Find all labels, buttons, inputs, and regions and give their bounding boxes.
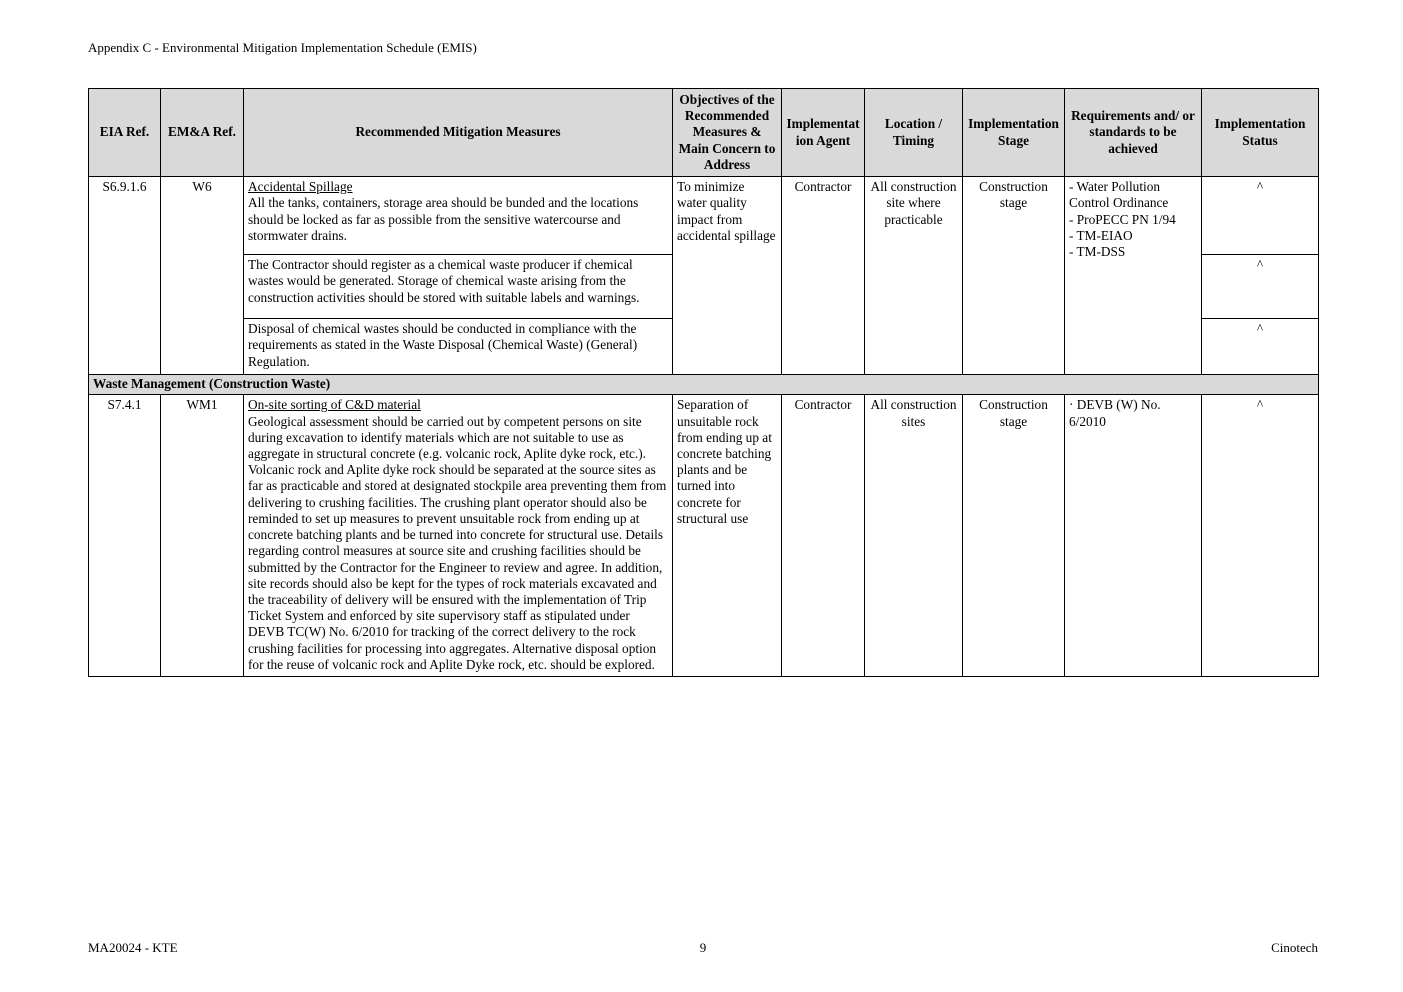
footer-company-name: Cinotech: [1271, 940, 1318, 955]
measure-heading: On-site sorting of C&D material: [248, 397, 421, 413]
measure-text: Geological assessment should be carried out by competent persons on site during excavation to identify materials which are not suitable to use as aggregate in structural concrete (e.g. volcanic rock, Aplite dyke rock, etc.). Volcanic rock and Aplite dyke rock should be separated at the source sites as far as practicable and stored at designated stockpile area preventing them from delivering to crushing facilities. The crushing plant operator should also be reminded to set up measures to prevent unsuitable rock from ending up at concrete batching plants and be turned into concrete for structural use. Details regarding control measures at source site and crushing facilities should be submitted by the Contractor for the Engineer to review and agree. In addition, site records should also be kept for the types of rock materials excavated and the traceability of delivery will be ensured with the implementation of Trip Ticket System and enforced by site supervisory staff as stipulated under DEVB TC(W) No. 6/2010 for tracking of the correct delivery to the rock crushing facilities for processing into aggregates. Alternative disposal option for the reuse of volcanic rock and Aplite Dyke rock, etc. should be explored.: [248, 413, 667, 672]
measure-cell: [244, 177, 673, 255]
requirements-cell: [1065, 177, 1202, 375]
status-cell: ^: [1202, 395, 1319, 677]
location-timing-cell: All construction sites: [865, 395, 963, 677]
appendix-title: Appendix C - Environmental Mitigation Implementation Schedule (EMIS): [88, 40, 477, 55]
requirement-item: - TM-EIAO: [1069, 227, 1133, 243]
status-cell: ^: [1202, 319, 1319, 375]
col-header-ema-ref: EM&A Ref.: [161, 89, 244, 177]
stage-cell: Construction stage: [963, 395, 1065, 677]
col-header-requirements: Requirements and/ or standards to be achieved: [1065, 89, 1202, 177]
requirement-item: · DEVB (W) No. 6/2010: [1069, 397, 1161, 429]
measure-cell: The Contractor should register as a chemical waste producer if chemical wastes would be generated. Storage of chemical waste arising from the construction activities should be stored with suitable labels and warnings.: [244, 255, 673, 319]
footer-page-number: 9: [699, 940, 707, 955]
section-row: [89, 375, 1319, 395]
location-timing-cell: All construction site where practicable: [865, 177, 963, 375]
emis-table: [88, 88, 1319, 677]
measure-cell: [244, 395, 673, 677]
agent-cell: Contractor: [782, 177, 865, 375]
col-header-status: Implementation Status: [1202, 89, 1319, 177]
stage-cell: Construction stage: [963, 177, 1065, 375]
table-row: [89, 177, 1319, 255]
measure-cell: Disposal of chemical wastes should be conducted in compliance with the requirements as stated in the Waste Disposal (Chemical Waste) (General) Regulation.: [244, 319, 673, 375]
col-header-eia-ref: EIA Ref.: [89, 89, 161, 177]
ema-ref-cell: W6: [161, 177, 244, 375]
section-label: Waste Management (Construction Waste): [89, 375, 1319, 395]
objectives-cell: To minimize water quality impact from accidental spillage: [673, 177, 782, 375]
requirement-item: - ProPECC PN 1/94: [1069, 211, 1176, 227]
footer-project-ref: MA20024 - KTE: [88, 940, 178, 955]
col-header-agent: Implementation Agent: [782, 89, 865, 177]
status-cell: ^: [1202, 177, 1319, 255]
table-header-row: [89, 89, 1319, 177]
ema-ref-cell: WM1: [161, 395, 244, 677]
col-header-location-timing: Location / Timing: [865, 89, 963, 177]
eia-ref-cell: S7.4.1: [89, 395, 161, 677]
col-header-measures: Recommended Mitigation Measures: [244, 89, 673, 177]
table-row: [89, 395, 1319, 677]
objectives-cell: Separation of unsuitable rock from ending up at concrete batching plants and be turned into concrete for structural use: [673, 395, 782, 677]
requirements-cell: [1065, 395, 1202, 677]
measure-heading: Accidental Spillage: [248, 179, 353, 195]
requirement-item: - Water Pollution Control Ordinance: [1069, 179, 1169, 211]
col-header-objectives: Objectives of the Recommended Measures & Main Concern to Address: [673, 89, 782, 177]
requirement-item: - TM-DSS: [1069, 243, 1126, 259]
measure-text: All the tanks, containers, storage area should be bunded and the locations should be locked as far as possible from the sensitive watercourse and stormwater drains.: [248, 195, 639, 243]
status-cell: ^: [1202, 255, 1319, 319]
eia-ref-cell: S6.9.1.6: [89, 177, 161, 375]
col-header-stage: Implementation Stage: [963, 89, 1065, 177]
agent-cell: Contractor: [782, 395, 865, 677]
